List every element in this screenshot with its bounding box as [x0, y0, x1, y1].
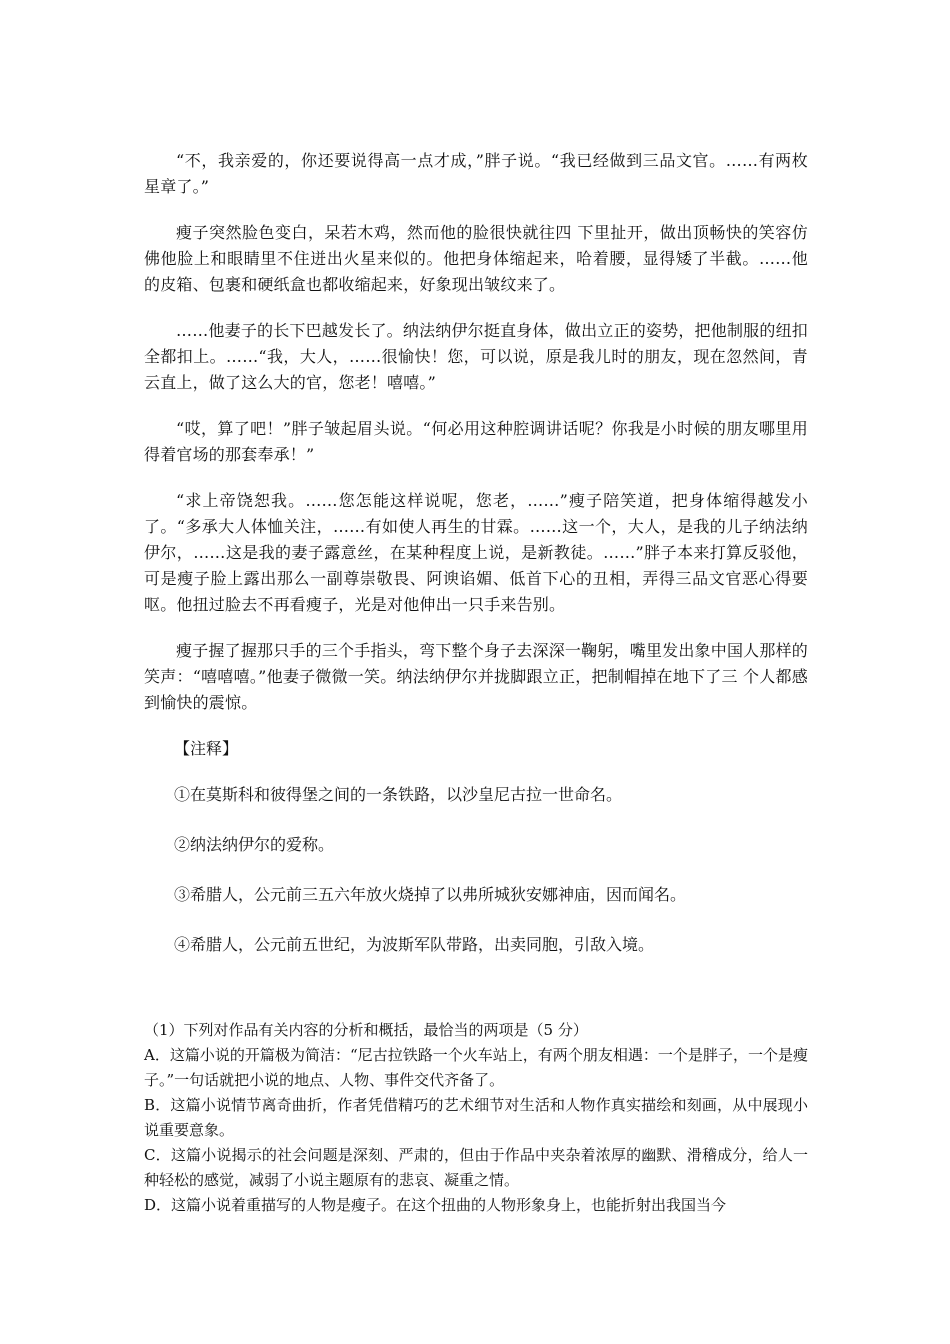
question-block [144, 1018, 808, 1218]
story-paragraph: “不，我亲爱的，你还要说得高一点才成，”胖子说。“我已经做到三品文官。……有两枚星章了。” [144, 151, 808, 196]
story-paragraph: “求上帝饶恕我。……您怎能这样说呢，您老，……”瘦子陪笑道，把身体缩得越发小了。“多承大人体恤关注，……有如使人再生的甘霖。……这一个，大人，是我的儿子纳法纳伊尔，……这是我的妻子露意丝，在某种程度上说，是新教徒。……”胖子本来打算反驳他，可是瘦子脸上露出那么一副尊崇敬畏、阿谀谄媚、低首下心的丑相，弄得三品文官恶心得要呕。他扭过脸去不再看瘦子，光是对他伸出一只手来告别。 [144, 491, 808, 614]
note-item: ①在莫斯科和彼得堡之间的一条铁路，以沙皇尼古拉一世命名。 [174, 785, 623, 804]
question-option-b: B．这篇小说情节离奇曲折，作者凭借精巧的艺术细节对生活和人物作真实描绘和刻画，从中展现小说重要意象。 [144, 1096, 808, 1139]
notes-heading: 【注释】 [174, 739, 239, 758]
note-item: ②纳法纳伊尔的爱称。 [174, 835, 335, 854]
story-paragraph: 瘦子突然脸色变白，呆若木鸡，然而他的脸很快就往四 下里扯开，做出顶畅快的笑容仿佛他脸上和眼睛里不住迸出火星来似的。他把身体缩起来，哈着腰，显得矮了半截。……他的皮箱、包裹和硬纸盒也都收缩起来，好象现出皱纹来了。 [144, 223, 808, 294]
question-option-d: D．这篇小说着重描写的人物是瘦子。在这个扭曲的人物形象身上，也能折射出我国当今 [144, 1196, 727, 1214]
question-stem: （1）下列对作品有关内容的分析和概括，最恰当的两项是（5 分） [144, 1021, 588, 1039]
question-option-c: C．这篇小说揭示的社会问题是深刻、严肃的，但由于作品中夹杂着浓厚的幽默、滑稽成分，给人一种轻松的感觉，减弱了小说主题原有的悲哀、凝重之情。 [144, 1146, 808, 1189]
note-item: ③希腊人，公元前三五六年放火烧掉了以弗所城狄安娜神庙，因而闻名。 [174, 885, 687, 904]
story-paragraph: 瘦子握了握那只手的三个手指头，弯下整个身子去深深一鞠躬，嘴里发出象中国人那样的笑声：“嘻嘻嘻。”他妻子微微一笑。纳法纳伊尔并拢脚跟立正，把制帽掉在地下了三 个人都感到愉快的震惊。 [144, 641, 808, 712]
story-paragraph: ……他妻子的长下巴越发长了。纳法纳伊尔挺直身体，做出立正的姿势，把他制服的纽扣全都扣上。……“我，大人，……很愉快！您，可以说，原是我儿时的朋友，现在忽然间，青云直上，做了这么大的官，您老！嘻嘻。” [144, 321, 808, 392]
story-paragraph: “哎，算了吧！”胖子皱起眉头说。“何必用这种腔调讲话呢？你我是小时候的朋友哪里用得着官场的那套奉承！” [144, 419, 808, 464]
note-item: ④希腊人，公元前五世纪，为波斯军队带路，出卖同胞，引敌入境。 [174, 935, 655, 954]
question-option-a: A．这篇小说的开篇极为简洁：“尼古拉铁路一个火车站上，有两个朋友相遇：一个是胖子，一个是瘦子。”一句话就把小说的地点、人物、事件交代齐备了。 [144, 1046, 808, 1089]
story-text [144, 148, 808, 982]
